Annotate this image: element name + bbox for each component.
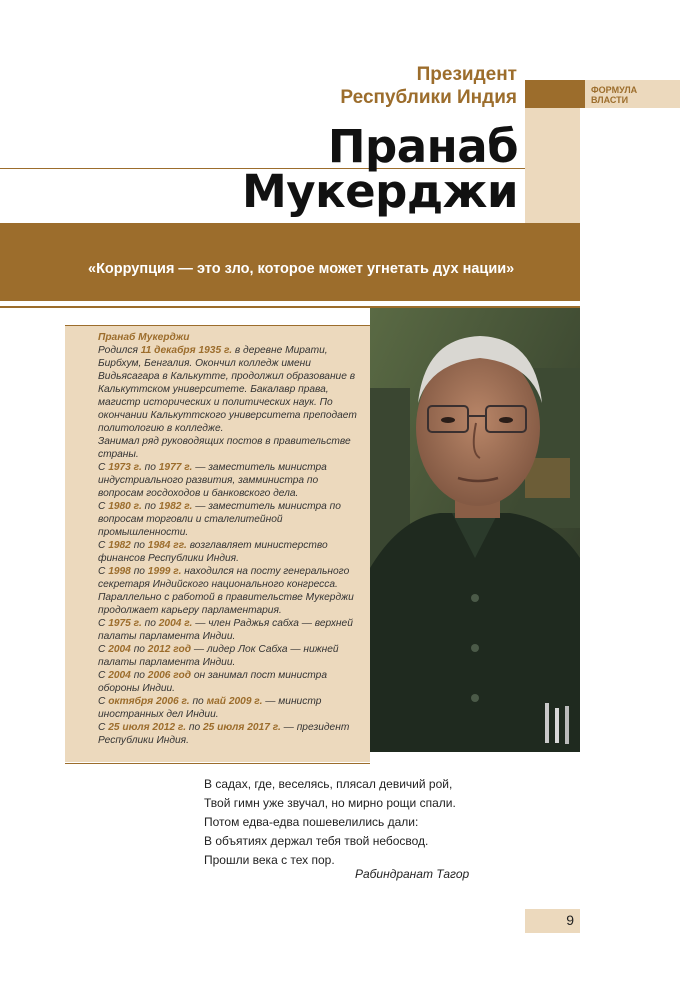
poem-line: В садах, где, веселясь, плясал девичий рой, (204, 777, 453, 791)
bio-text: по (130, 566, 148, 577)
biography-top-rule (65, 325, 370, 326)
bio-paragraph (98, 643, 366, 669)
section-tab (585, 80, 680, 108)
portrait-illustration (370, 308, 580, 752)
bio-text: по (189, 696, 207, 707)
bio-date: 2004 г. (158, 618, 193, 629)
bio-text: — заместитель министра индустриального развития, замминистра по вопросам госдоходов и банковского дела. (98, 462, 327, 499)
bio-text: С (98, 566, 109, 577)
bio-text: — член Раджья сабха — верхней палаты парламента Индии. (98, 618, 353, 642)
bio-text: Занимал ряд руководящих постов в правительстве страны. (98, 436, 351, 460)
bio-date: 2004 (108, 644, 131, 655)
bio-text: в деревне Мирати, Бирбхум, Бенгалия. Окончил колледж имени Видьясагара в Калькутте, продолжил образование в Калькуттском университете. Бакалавр права, магистр исторических и политических наук. По окончании Калькуттского университета преподает политологию в колледже. (98, 345, 357, 434)
bio-text: возглавляет министерство финансов Республики Индия. (98, 540, 328, 564)
bio-date: 2012 год (147, 644, 191, 655)
subtitle-line1: Президент (416, 64, 517, 85)
bio-heading: Пранаб Мукерджи (98, 332, 190, 343)
bio-date: октября 2006 г. (108, 696, 190, 707)
bio-paragraph (98, 500, 366, 539)
bio-date: 25 июля 2012 г. (108, 722, 187, 733)
title-line2: Мукерджи (241, 165, 518, 218)
bio-text: по (130, 644, 148, 655)
bio-text: по (141, 501, 159, 512)
bio-text: С (98, 462, 109, 473)
bio-date: 11 декабря 1935 г. (140, 345, 233, 356)
bio-date: 2006 год (147, 670, 191, 681)
pull-quote: «Коррупция — это зло, которое может угнетать дух нации» (88, 261, 515, 277)
section-tab-line2: ВЛАСТИ (591, 95, 629, 105)
bio-text: по (186, 722, 203, 733)
bio-text: С (98, 696, 109, 707)
bio-date: 25 июля 2017 г. (202, 722, 281, 733)
title-line1: Пранаб (327, 120, 518, 173)
bio-text: С (98, 618, 109, 629)
bio-date: 1977 г. (158, 462, 193, 473)
bio-paragraph (98, 539, 366, 565)
poem-line: Твой гимн уже звучал, но мирно рощи спали. (204, 796, 456, 810)
poem-author: Рабиндранат Тагор (355, 867, 470, 881)
bio-paragraph (98, 344, 366, 435)
poem (204, 775, 504, 870)
bio-text: по (141, 462, 159, 473)
bio-paragraph (98, 565, 366, 617)
portrait-photo (370, 308, 580, 752)
article-subtitle (340, 63, 517, 109)
bio-text: он занимал пост министра обороны Индии. (98, 670, 328, 694)
poem-line: Потом едва-едва пошевелились дали: (204, 815, 419, 829)
section-tab-line1: ФОРМУЛА (591, 85, 638, 95)
header-accent-block (525, 80, 585, 108)
header-tan-column (525, 108, 580, 223)
bio-paragraph (98, 435, 366, 461)
bio-date: 1980 г. (108, 501, 142, 512)
bio-text: находился на посту генерального секретаря Индийского национального конгресса. Параллельно с работой в правительстве Мукерджи продолжает карьеру парламентария. (98, 566, 354, 616)
bio-paragraph (98, 461, 366, 500)
bio-text: С (98, 540, 109, 551)
bio-date: 1982 (108, 540, 131, 551)
bio-date: 1999 г. (147, 566, 182, 577)
bio-date: 2004 (108, 670, 131, 681)
poem-line: В объятиях держал тебя твой небосвод. (204, 834, 429, 848)
bio-text: Родился (98, 345, 141, 356)
bio-date: май 2009 г. (206, 696, 263, 707)
poem-line: Прошли века с тех пор. (204, 853, 335, 867)
page-number: 9 (566, 912, 574, 928)
bio-text: С (98, 644, 109, 655)
biography-text (98, 331, 366, 747)
bio-paragraph (98, 669, 366, 695)
bio-text: С (98, 501, 109, 512)
bio-text: — министр иностранных дел Индии. (98, 696, 322, 720)
bio-date: 1973 г. (108, 462, 142, 473)
subtitle-line2: Республики Индия (340, 87, 517, 108)
bio-text: по (141, 618, 159, 629)
biography-bottom-rule (65, 763, 370, 764)
bio-text: по (130, 540, 148, 551)
bio-paragraph (98, 617, 366, 643)
bio-paragraph (98, 721, 366, 747)
bio-date: 1975 г. (108, 618, 142, 629)
bio-date: 1984 гг. (147, 540, 187, 551)
bio-text: С (98, 670, 109, 681)
bio-date: 1982 г. (158, 501, 193, 512)
bio-text: — заместитель министра по вопросам торговли и сталелитейной промышленности. (98, 501, 341, 538)
bio-text: по (130, 670, 148, 681)
bio-date: 1998 (108, 566, 131, 577)
article-title (241, 120, 518, 218)
bio-paragraph (98, 695, 366, 721)
bio-paragraph (98, 331, 366, 344)
bio-text: — президент Республики Индия. (98, 722, 350, 746)
bio-text: — лидер Лок Сабха — нижней палаты парламента Индии. (98, 644, 339, 668)
bio-text: С (98, 722, 109, 733)
